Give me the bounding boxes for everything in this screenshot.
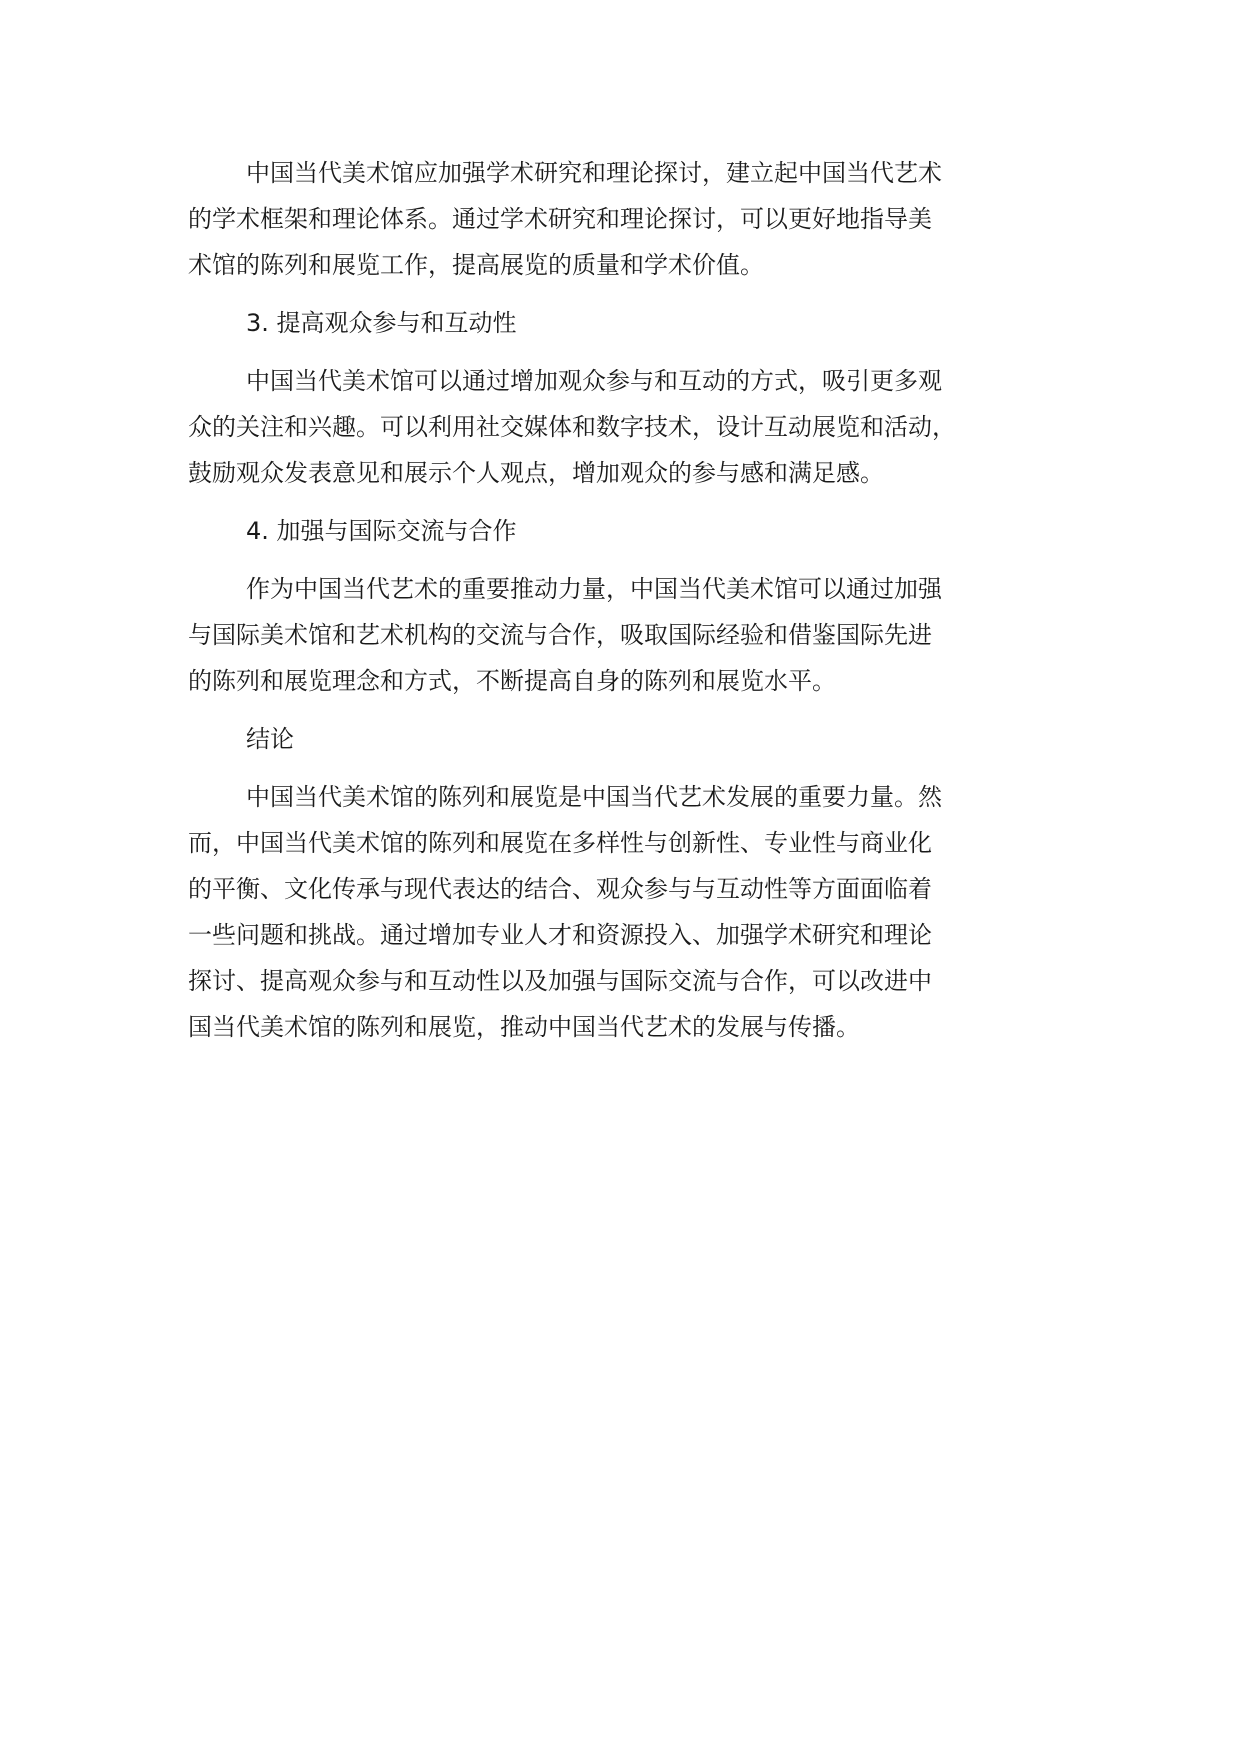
paragraph-line: 探讨、提高观众参与和互动性以及加强与国际交流与合作，可以改进中: [188, 967, 932, 995]
paragraph-line: 中国当代美术馆的陈列和展览是中国当代艺术发展的重要力量。然: [246, 783, 942, 811]
paragraph-academic-research: [188, 150, 1050, 288]
section-heading-audience-participation: 3. 提高观众参与和互动性: [246, 309, 517, 337]
paragraph-line: 鼓励观众发表意见和展示个人观点，增加观众的参与感和满足感。: [188, 459, 884, 487]
paragraph-line: 国当代美术馆的陈列和展览，推动中国当代艺术的发展与传播。: [188, 1013, 860, 1041]
paragraph-line: 的学术框架和理论体系。通过学术研究和理论探讨，可以更好地指导美: [188, 205, 932, 233]
paragraph-conclusion: [188, 774, 1050, 1050]
section-heading-international-exchange: 4. 加强与国际交流与合作: [246, 517, 517, 545]
section-heading-conclusion: 结论: [246, 725, 294, 753]
paragraph-line: 术馆的陈列和展览工作，提高展览的质量和学术价值。: [188, 251, 764, 279]
paragraph-line: 的平衡、文化传承与现代表达的结合、观众参与与互动性等方面面临着: [188, 875, 932, 903]
document-body: [188, 150, 1050, 1062]
paragraph-audience-participation: [188, 358, 1050, 496]
paragraph-line: 中国当代美术馆可以通过增加观众参与和互动的方式，吸引更多观: [246, 367, 942, 395]
paragraph-international-exchange: [188, 566, 1050, 704]
paragraph-line: 的陈列和展览理念和方式，不断提高自身的陈列和展览水平。: [188, 667, 836, 695]
paragraph-line: 与国际美术馆和艺术机构的交流与合作，吸取国际经验和借鉴国际先进: [188, 621, 932, 649]
paragraph-line: 众的关注和兴趣。可以利用社交媒体和数字技术，设计互动展览和活动，: [188, 413, 956, 441]
paragraph-line: 而，中国当代美术馆的陈列和展览在多样性与创新性、专业性与商业化: [188, 829, 932, 857]
paragraph-line: 作为中国当代艺术的重要推动力量，中国当代美术馆可以通过加强: [246, 575, 942, 603]
paragraph-line: 一些问题和挑战。通过增加专业人才和资源投入、加强学术研究和理论: [188, 921, 932, 949]
paragraph-line: 中国当代美术馆应加强学术研究和理论探讨，建立起中国当代艺术: [246, 159, 942, 187]
